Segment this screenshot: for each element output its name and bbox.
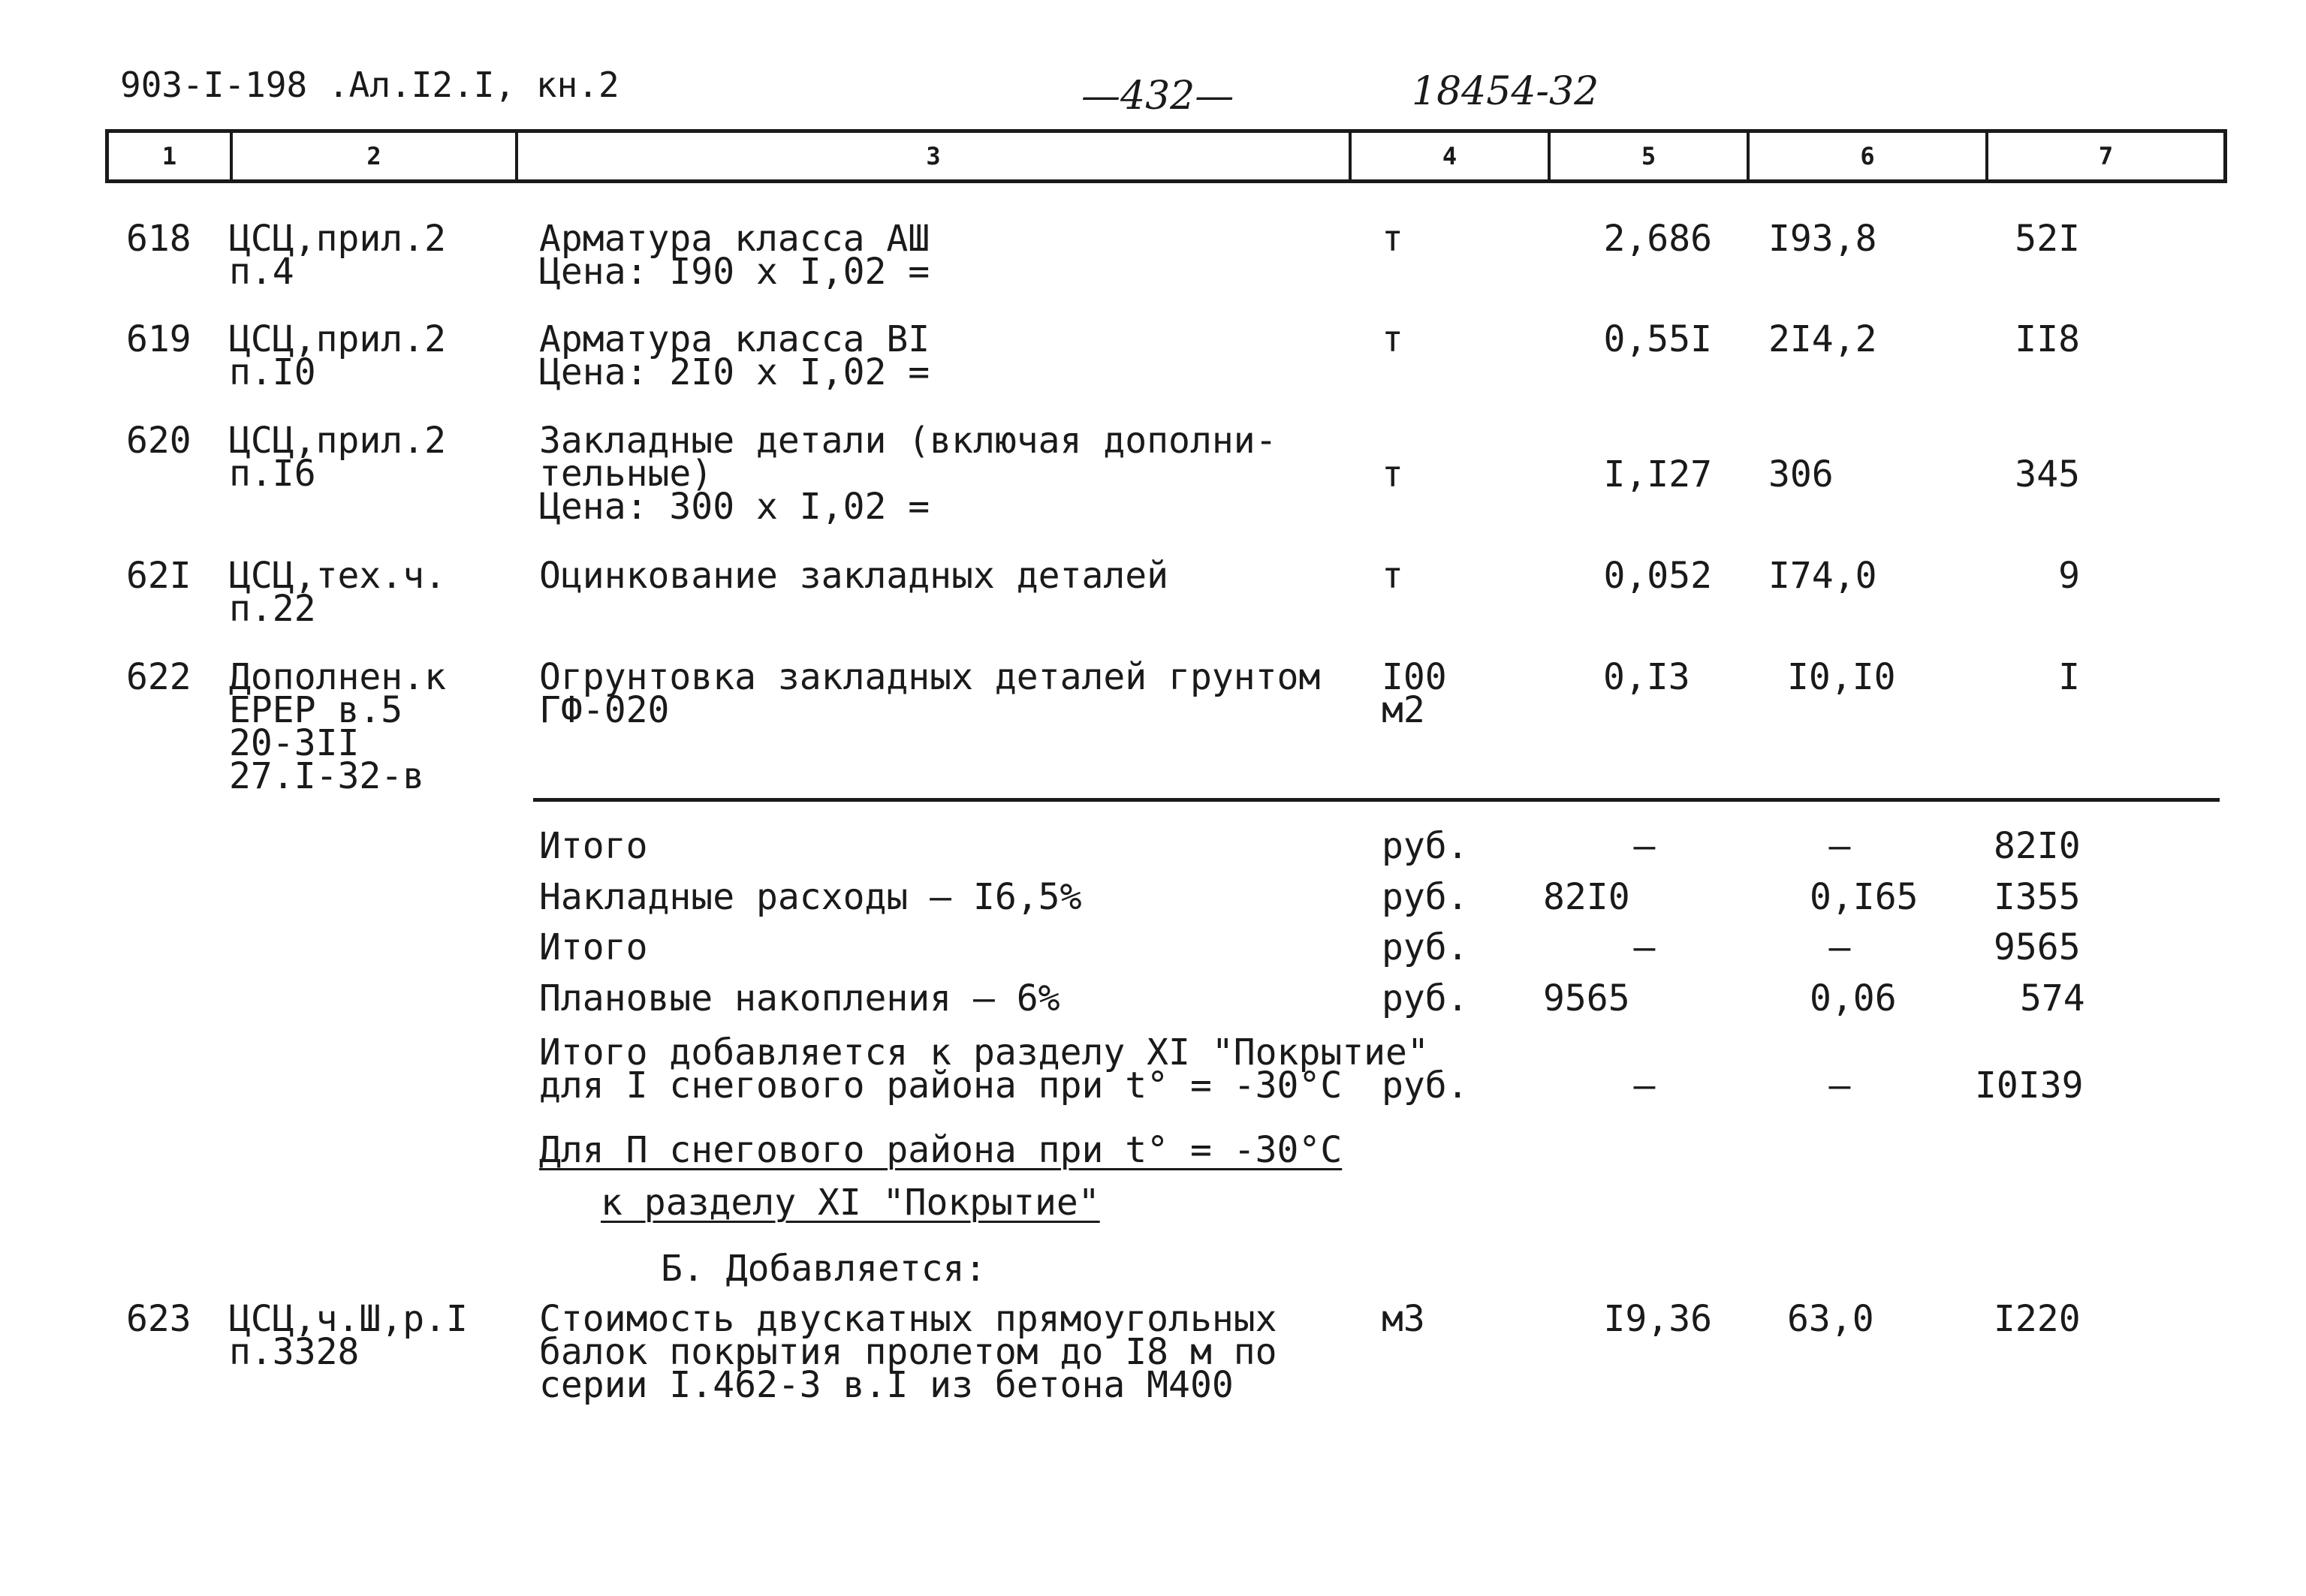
column-header: 1 <box>109 133 233 179</box>
row-reference: ЦСЦ,прил.2 п.I0 <box>229 318 446 393</box>
row-number: 620 <box>126 420 191 462</box>
section-heading: Для П снегового района при t° = -30°C <box>539 1129 1343 1171</box>
row-description: Оцинкование закладных деталей <box>539 555 1169 597</box>
page-number: —432— <box>1081 74 1234 119</box>
row-quantity: I,I27 <box>1603 453 1712 495</box>
row-quantity: 0,55I <box>1603 318 1712 360</box>
summary-base: 9565 <box>1543 977 1630 1019</box>
row-quantity: I9,36 <box>1603 1298 1712 1340</box>
row-reference: Дополнен.к ЕРЕР в.5 20-3II 27.I-32-в <box>229 656 446 797</box>
row-reference: ЦСЦ,прил.2 п.4 <box>229 218 446 293</box>
row-unit: I00 м2 <box>1382 656 1447 731</box>
row-total: 345 <box>2015 453 2080 495</box>
summary-rate: 0,I65 <box>1810 876 1919 918</box>
summary-label: Итого <box>539 926 648 968</box>
summary-base: 82I0 <box>1543 876 1630 918</box>
row-reference: ЦСЦ,ч.Ш,р.I п.3328 <box>229 1298 468 1373</box>
column-header: 7 <box>2098 142 2114 170</box>
row-unit: т <box>1382 318 1403 360</box>
row-price: I93,8 <box>1768 218 1877 260</box>
row-price: 2I4,2 <box>1768 318 1877 360</box>
row-reference: ЦСЦ,прил.2 п.I6 <box>229 420 446 495</box>
subheading: Б. Добавляется: <box>661 1248 987 1290</box>
row-quantity: 0,I3 <box>1603 656 1690 698</box>
row-description: Арматура класса BI Цена: 2I0 x I,02 = <box>539 318 930 393</box>
summary-total: 574 <box>2020 977 2085 1019</box>
row-quantity: 2,686 <box>1603 218 1712 260</box>
section-divider <box>533 798 2220 802</box>
row-reference: ЦСЦ,тех.ч. п.22 <box>229 555 446 630</box>
summary-total: I0I39 <box>1975 1065 2084 1107</box>
column-header-row <box>105 129 2227 183</box>
row-quantity: 0,052 <box>1603 555 1712 597</box>
column-header: 3 <box>518 133 1352 179</box>
column-header: 4 <box>1352 133 1551 179</box>
row-total: I220 <box>1994 1298 2081 1340</box>
document-code: 903-I-198 .Ал.I2.I, кн.2 <box>120 65 619 105</box>
row-unit: т <box>1382 453 1403 495</box>
summary-unit: руб. <box>1382 825 1469 867</box>
row-price: I0,I0 <box>1787 656 1896 698</box>
section-heading-sub: к разделу XI "Покрытие" <box>601 1182 1100 1224</box>
summary-label: Накладные расходы – I6,5% <box>539 876 1082 918</box>
summary-total: 82I0 <box>1994 825 2081 867</box>
summary-unit: руб. <box>1382 876 1469 918</box>
summary-rate: – <box>1828 825 1851 867</box>
row-description: Арматура класса АШ Цена: I90 x I,02 = <box>539 218 930 293</box>
summary-total: I355 <box>1994 876 2081 918</box>
row-description: Огрунтовка закладных деталей грунтом ГФ-020 <box>539 656 1321 731</box>
summary-rate: – <box>1828 1065 1851 1107</box>
summary-base: – <box>1633 1065 1656 1107</box>
row-number: 62I <box>126 555 191 597</box>
row-description: Закладные детали (включая дополни- тельные) Цена: 300 x I,02 = <box>539 420 1277 528</box>
row-total: 9 <box>2058 555 2080 597</box>
row-price: 306 <box>1768 453 1834 495</box>
handwritten-stamp: 18454-32 <box>1412 69 1599 114</box>
column-header: 5 <box>1551 133 1750 179</box>
row-number: 618 <box>126 218 191 260</box>
column-header: 6 <box>1750 133 1988 179</box>
summary-total: 9565 <box>1994 926 2081 968</box>
row-total: II8 <box>2015 318 2080 360</box>
row-price: 63,0 <box>1787 1298 1874 1340</box>
summary-base: – <box>1633 825 1656 867</box>
row-unit: т <box>1382 555 1403 597</box>
summary-unit: руб. <box>1382 977 1469 1019</box>
summary-rate: 0,06 <box>1810 977 1897 1019</box>
row-description: Стоимость двускатных прямоугольных балок покрытия пролетом до I8 м по серии I.462-3 в.I из бетона М400 <box>539 1298 1277 1406</box>
row-unit: м3 <box>1382 1298 1425 1340</box>
row-number: 619 <box>126 318 191 360</box>
row-number: 622 <box>126 656 191 698</box>
column-header: 2 <box>233 133 518 179</box>
summary-rate: – <box>1828 926 1851 968</box>
row-price: I74,0 <box>1768 555 1877 597</box>
row-unit: т <box>1382 218 1403 260</box>
summary-label: Плановые накопления – 6% <box>539 977 1060 1019</box>
summary-unit: руб. <box>1382 926 1469 968</box>
row-number: 623 <box>126 1298 191 1340</box>
summary-label: Итого <box>539 825 648 867</box>
summary-base: – <box>1633 926 1656 968</box>
row-total: 52I <box>2015 218 2080 260</box>
summary-label: Итого добавляется к разделу XI "Покрытие" для I снегового района при t° = -30°C <box>539 1031 1429 1107</box>
row-total: I <box>2058 656 2080 698</box>
summary-unit: руб. <box>1382 1065 1469 1107</box>
